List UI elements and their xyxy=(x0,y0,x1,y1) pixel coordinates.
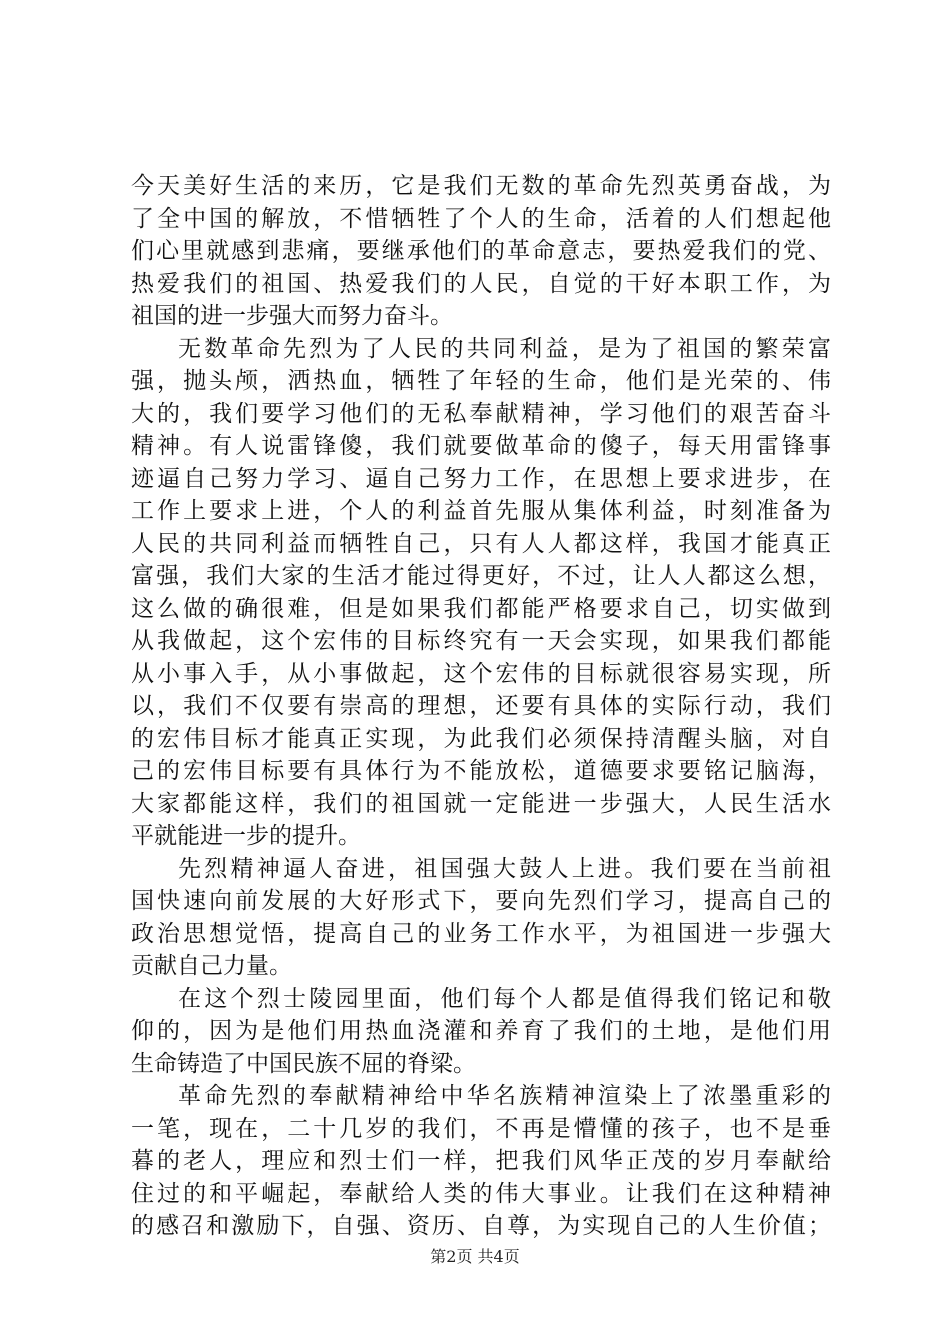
text-line: 精神。有人说雷锋傻，我们就要做革命的傻子，每天用雷锋事 xyxy=(131,433,831,459)
text-line: 住过的和平崛起，奉献给人类的伟大事业。让我们在这种精神 xyxy=(131,1180,831,1207)
text-line: 了全中国的解放，不惜牺牲了个人的生命，活着的人们想起他 xyxy=(131,205,831,232)
text-line: 祖国的进一步强大而努力奋斗。 xyxy=(131,303,453,329)
text-line: 人民的共同利益而牺牲自己，只有人人都这样，我国才能真正 xyxy=(131,530,831,557)
text-line: 们心里就感到悲痛，要继承他们的革命意志，要热爱我们的党、 xyxy=(131,238,831,264)
text-line: 生命铸造了中国民族不屈的脊梁。 xyxy=(131,1050,476,1077)
text-line: 革命先烈的奉献精神给中华名族精神渲染上了浓墨重彩的 xyxy=(178,1083,831,1109)
text-line: 热爱我们的祖国、热爱我们的人民，自觉的干好本职工作，为 xyxy=(131,270,831,297)
text-line: 一笔，现在，二十几岁的我们，不再是懵懂的孩子，也不是垂 xyxy=(131,1115,831,1142)
text-line: 迹逼自己努力学习、逼自己努力工作，在思想上要求进步，在 xyxy=(131,465,831,492)
paragraph xyxy=(131,1080,831,1243)
text-line: 以，我们不仅要有崇高的理想，还要有具体的实际行动，我们 xyxy=(131,693,831,719)
text-line: 仰的，因为是他们用热血浇灌和养育了我们的土地，是他们用 xyxy=(131,1018,831,1044)
text-line: 在这个烈士陵园里面，他们每个人都是值得我们铭记和敬 xyxy=(178,985,831,1012)
text-line: 大的，我们要学习他们的无私奉献精神，学习他们的艰苦奋斗 xyxy=(131,400,831,427)
document-body xyxy=(131,170,831,1243)
paragraph xyxy=(131,333,831,853)
text-line: 先烈精神逼人奋进，祖国强大鼓人上进。我们要在当前祖 xyxy=(178,855,831,882)
text-line: 己的宏伟目标要有具体行为不能放松，道德要求要铭记脑海， xyxy=(131,758,831,784)
text-line: 的感召和激励下，自强、资历、自尊，为实现自己的人生价值； xyxy=(131,1213,831,1239)
text-line: 无数革命先烈为了人民的共同利益，是为了祖国的繁荣富 xyxy=(178,335,831,362)
text-line: 政治思想觉悟，提高自己的业务工作水平，为祖国进一步强大 xyxy=(131,920,831,947)
text-line: 的宏伟目标才能真正实现，为此我们必须保持清醒头脑，对自 xyxy=(131,725,831,752)
text-line: 国快速向前发展的大好形式下，要向先烈们学习，提高自己的 xyxy=(131,888,831,914)
text-line: 贡献自己力量。 xyxy=(131,953,292,979)
page-number-footer: 第2页 共4页 xyxy=(430,1247,520,1266)
text-line: 今天美好生活的来历，它是我们无数的革命先烈英勇奋战，为 xyxy=(131,173,831,199)
text-line: 强，抛头颅，洒热血，牺牲了年轻的生命，他们是光荣的、伟 xyxy=(131,368,831,394)
text-line: 平就能进一步的提升。 xyxy=(131,823,361,849)
text-line: 大家都能这样，我们的祖国就一定能进一步强大，人民生活水 xyxy=(131,790,831,817)
text-line: 从我做起，这个宏伟的目标终究有一天会实现，如果我们都能 xyxy=(131,628,831,654)
text-line: 工作上要求上进，个人的利益首先服从集体利益，时刻准备为 xyxy=(131,498,831,524)
paragraph xyxy=(131,983,831,1081)
paragraph xyxy=(131,853,831,983)
text-line: 从小事入手，从小事做起，这个宏伟的目标就很容易实现，所 xyxy=(131,660,831,687)
paragraph xyxy=(131,170,831,333)
text-line: 富强，我们大家的生活才能过得更好，不过，让人人都这么想， xyxy=(131,563,831,589)
text-line: 这么做的确很难，但是如果我们都能严格要求自己，切实做到 xyxy=(131,595,831,622)
text-line: 暮的老人，理应和烈士们一样，把我们风华正茂的岁月奉献给 xyxy=(131,1148,831,1174)
